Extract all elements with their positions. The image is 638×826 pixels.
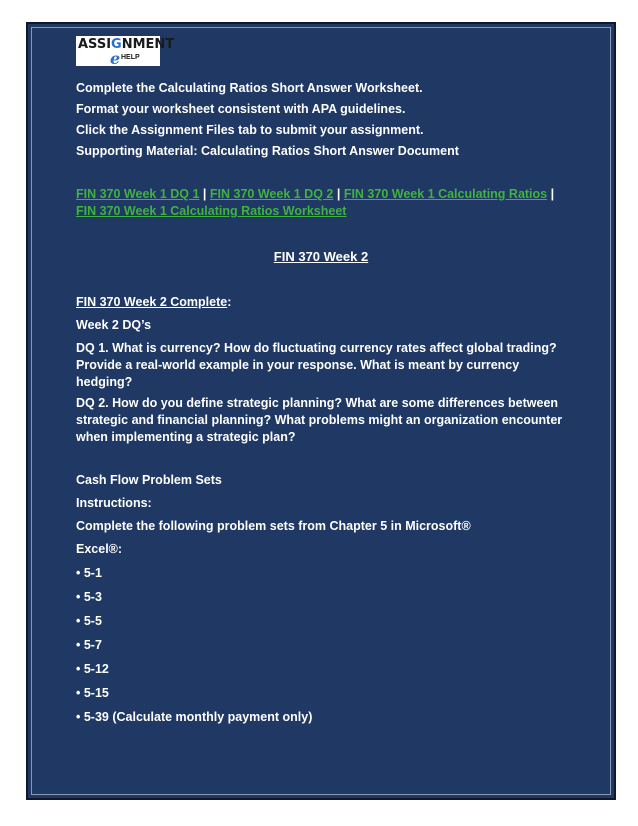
problem-item: • 5-15 (76, 686, 109, 700)
link-week1-dq1[interactable]: FIN 370 Week 1 DQ 1 (76, 187, 200, 201)
link-separator: | (550, 187, 555, 201)
link-separator: | (202, 187, 207, 201)
instructions-text-2: Excel®: (76, 542, 123, 556)
link-separator: | (336, 187, 341, 201)
link-week1-dq2[interactable]: FIN 370 Week 1 DQ 2 (209, 187, 334, 201)
logo-wordmark: ASSIGNMENT (78, 37, 175, 52)
link-week1-calculating-ratios[interactable]: FIN 370 Week 1 Calculating Ratios (343, 187, 548, 201)
document-content (76, 80, 566, 726)
problem-item: • 5-3 (76, 590, 102, 604)
problem-item: • 5-1 (76, 566, 102, 580)
section-heading-week2: FIN 370 Week 2 (273, 249, 369, 264)
week2-complete-line: FIN 370 Week 2 Complete: (76, 295, 232, 309)
assignment-help-logo (76, 36, 175, 68)
link-week1-calculating-ratios-worksheet[interactable]: FIN 370 Week 1 Calculating Ratios Worksheet (76, 204, 347, 218)
intro-line-4: Supporting Material: Calculating Ratios Short Answer Document (76, 144, 459, 158)
dqs-title: Week 2 DQ’s (76, 318, 152, 332)
intro-line-3: Click the Assignment Files tab to submit your assignment. (76, 123, 424, 137)
intro-line-1: Complete the Calculating Ratios Short Answer Worksheet. (76, 81, 423, 95)
week1-links (76, 186, 566, 220)
link-week2-complete[interactable]: FIN 370 Week 2 Complete (76, 295, 228, 309)
problem-item: • 5-5 (76, 614, 102, 628)
dq1-text: DQ 1. What is currency? How do fluctuating currency rates affect global trading? Provide a real-world example in your response. What is meant by currency hedging? (76, 341, 557, 389)
instructions-text: Complete the following problem sets from Chapter 5 in Microsoft® (76, 519, 471, 533)
dq2-text: DQ 2. How do you define strategic planning? What are some differences between strategic and financial planning? What problems might an organization encounter when implementing a strategic plan? (76, 396, 563, 444)
logo-e-glyph: e (110, 49, 121, 68)
instructions-label: Instructions: (76, 496, 152, 510)
problem-item: • 5-39 (Calculate monthly payment only) (76, 710, 313, 724)
logo-help-text: HELP (121, 54, 140, 61)
problem-item: • 5-7 (76, 638, 102, 652)
problem-item: • 5-12 (76, 662, 109, 676)
cash-flow-title: Cash Flow Problem Sets (76, 473, 222, 487)
intro-line-2: Format your worksheet consistent with APA guidelines. (76, 102, 406, 116)
